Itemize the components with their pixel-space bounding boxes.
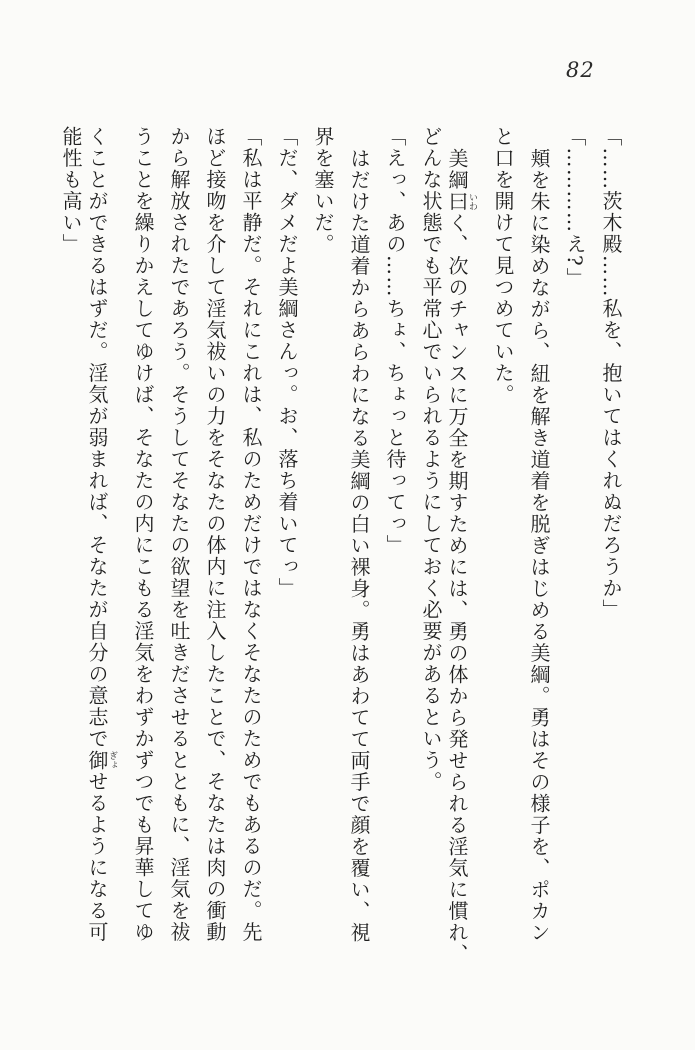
text-line: 美綱曰いわく、次のチャンスに万全を期すためには、勇の体から発せられる淫気に慣れ、 — [445, 147, 477, 965]
text-line: 能性も高い」 — [59, 126, 83, 255]
ruby-annotated-text: 御ぎょ — [85, 749, 117, 771]
text-line: はだけた道着からあらわになる美綱の白い裸身。勇はあわてて両手で顔を覆い、視 — [347, 147, 371, 943]
text-line: 頬を朱に染めながら、紐を解き道着を脱ぎはじめる美綱。勇はその様子を、ポカン — [527, 147, 551, 943]
ruby-annotated-text: 曰いわ — [445, 190, 477, 212]
text-line: 「だ、ダメだよ美綱さんっ。お、落ち着いてっ」 — [275, 126, 299, 599]
text-line: うことを繰りかえしてゆけば、そなたの内にこもる淫気をわずかずつでも昇華してゆ — [131, 126, 155, 943]
text-line: くことができるはずだ。淫気が弱まれば、そなたが自分の意志で御ぎょせるようになる可 — [85, 126, 117, 943]
text-line: から解放されたであろう。そうしてそなたの欲望を吐きださせるとともに、淫気を祓 — [167, 126, 191, 943]
text-line: 「私は平静だ。それにこれは、私のためだけではなくそなたのためでもあるのだ。先 — [239, 126, 263, 943]
text-line: 界を塞いだ。 — [311, 126, 335, 255]
text-line: 「……茨木殿……私を、抱いてはくれぬだろうか」 — [599, 126, 623, 621]
page-text — [61, 126, 621, 971]
text-line: 「…………え?」 — [563, 126, 587, 289]
page-number: 82 — [566, 58, 595, 82]
text-line: と口を開けて見つめていた。 — [491, 126, 515, 406]
text-line: 「えっ、あの……ちょ、ちょっと待ってっ」 — [383, 126, 407, 556]
text-line: ほど接吻を介して淫気祓いの力をそなたの体内に注入したことで、そなたは肉の衝動 — [203, 126, 227, 943]
text-line: どんな状態でも平常心でいられるようにしておく必要があるという。 — [419, 126, 443, 793]
